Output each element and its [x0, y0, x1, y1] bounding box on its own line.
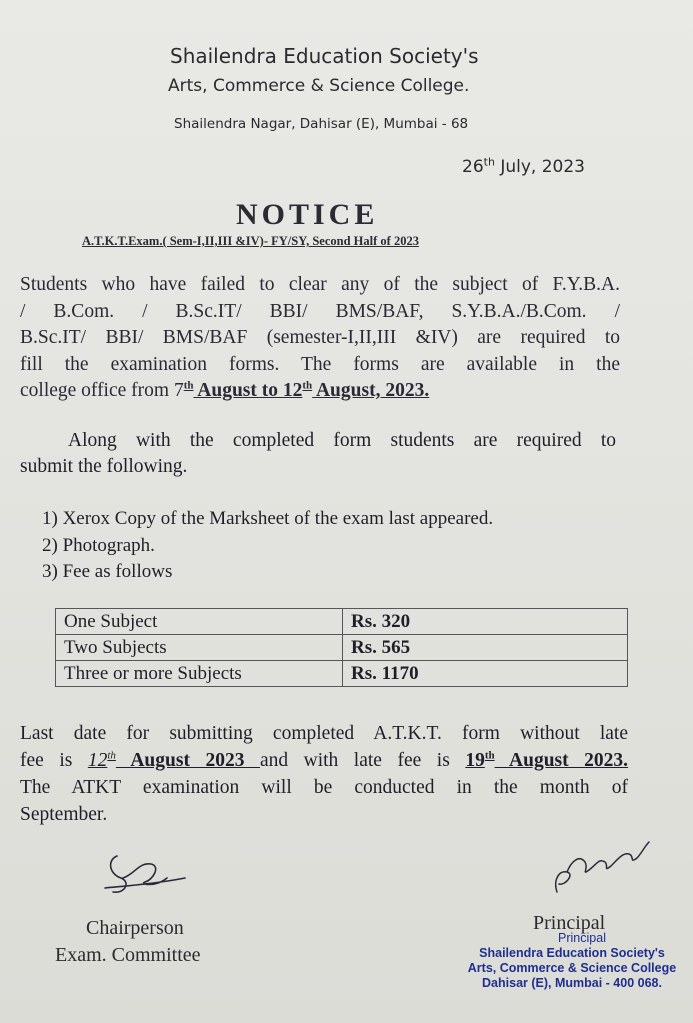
fee-value: Rs. 320: [343, 609, 628, 635]
notice-subtitle: A.T.K.T.Exam.( Sem-I,II,III &IV)- FY/SY, Second Half of 2023: [82, 234, 419, 248]
college-name: Arts, Commerce & Science College.: [168, 76, 470, 96]
paragraph-line: B.Sc.IT/ BBI/ BMS/BAF (semester-I,II,III &IV) are required to: [20, 327, 620, 348]
list-item: 3) Fee as follows: [42, 561, 173, 582]
requirements-list: [42, 506, 493, 586]
stamp-line: Arts, Commerce & Science College: [467, 961, 677, 975]
paragraph-line: submit the following.: [20, 456, 188, 477]
notice-date: 26th July, 2023: [462, 155, 585, 177]
notice-paragraph-2: [20, 428, 616, 480]
stamp-line: Dahisar (E), Mumbai - 400 068.: [482, 976, 662, 990]
paragraph-line: / B.Com. / B.Sc.IT/ BBI/ BMS/BAF, S.Y.B.A./B.Com. /: [20, 300, 620, 322]
paragraph-line: fee is 12th August 2023 and with late fee is 19th August 2023.: [20, 749, 629, 771]
stamp-line: Shailendra Education Society's: [479, 946, 665, 960]
fee-value: Rs. 565: [343, 635, 628, 661]
fee-label: One Subject: [56, 609, 343, 635]
fee-value: Rs. 1170: [343, 661, 628, 687]
college-stamp: [455, 931, 689, 991]
fee-label: Two Subjects: [56, 635, 343, 661]
list-item: 1) Xerox Copy of the Marksheet of the exam last appeared.: [42, 508, 494, 529]
notice-title: NOTICE: [236, 198, 379, 231]
principal-title: Principal: [533, 912, 606, 934]
principal-signature: [545, 832, 655, 902]
paragraph-line: fill the examination forms. The forms are available in the: [20, 353, 620, 375]
chairperson-subtitle: Exam. Committee: [55, 944, 201, 966]
table-row: [56, 609, 628, 635]
college-address: Shailendra Nagar, Dahisar (E), Mumbai - 68: [174, 116, 469, 132]
table-row: [56, 635, 628, 661]
paragraph-line: Last date for submitting completed A.T.K.T. form without late: [20, 723, 628, 744]
notice-paragraph-3: [20, 720, 628, 828]
paragraph-line: Students who have failed to clear any of the subject of F.Y.B.A.: [20, 274, 620, 295]
stamp-title: Principal: [558, 931, 606, 945]
paragraph-line: Along with the completed form students are required to: [68, 430, 616, 451]
paragraph-line: The ATKT examination will be conducted in the month of: [20, 777, 628, 798]
society-name: Shailendra Education Society's: [170, 44, 479, 68]
chairperson-signature: [95, 848, 195, 903]
list-item: 2) Photograph.: [42, 534, 155, 556]
chairperson-title: Chairperson: [86, 917, 184, 939]
paragraph-line: September.: [20, 804, 108, 825]
paragraph-line: college office from 7th August to 12th August, 2023.: [20, 379, 430, 401]
notice-paragraph-1: [20, 272, 620, 405]
fee-table: [55, 608, 628, 687]
table-row: [56, 661, 628, 687]
fee-label: Three or more Subjects: [56, 661, 343, 687]
